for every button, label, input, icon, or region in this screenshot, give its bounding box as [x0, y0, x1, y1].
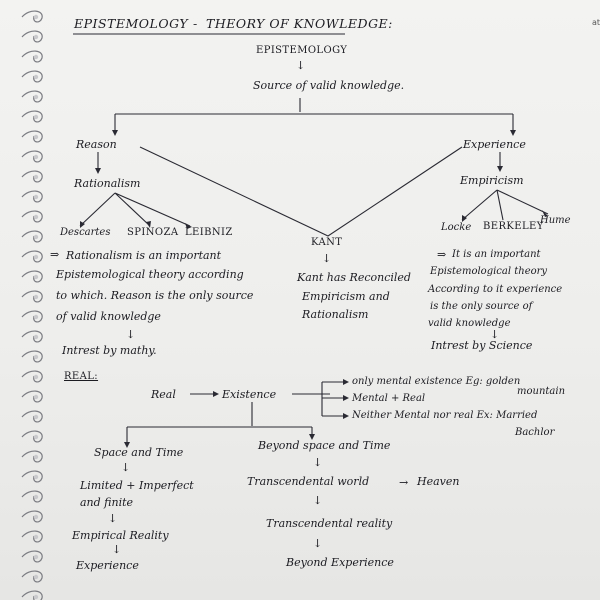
source-node: Source of valid knowledge.: [253, 79, 405, 92]
down-arrow: ↓: [313, 537, 323, 550]
down-arrow: ↓: [313, 456, 323, 469]
kant-node: KANT: [311, 237, 343, 248]
kant-reconcile-lines: [140, 147, 462, 236]
rationalism-fan: [80, 193, 190, 226]
existence-branch: Neither Mental nor real Ex: Married: [352, 410, 538, 421]
note-arrow: ⇒: [437, 248, 447, 261]
down-arrow: ↓: [108, 512, 118, 525]
rationalism-node: Rationalism: [74, 177, 141, 190]
experience-node: Experience: [463, 138, 526, 151]
left-chain-item: Limited + Imperfect: [80, 479, 194, 492]
empiricism-note-line: It is an important: [452, 249, 541, 260]
real-node: Real: [151, 388, 176, 401]
down-arrow: ↓: [322, 252, 332, 265]
empiricism-interest: Intrest by Science: [431, 339, 533, 352]
philosopher-descartes: Descartes: [60, 227, 111, 238]
reason-node: Reason: [76, 138, 117, 151]
title-separator: -: [193, 16, 198, 31]
empiricism-note-line: According to it experience: [428, 284, 563, 295]
rationalism-note-line: of valid knowledge: [56, 310, 161, 323]
down-arrow: ↓: [490, 328, 500, 341]
philosopher-hume: Hume: [540, 215, 571, 226]
left-chain-item: Space and Time: [94, 446, 184, 459]
rationalism-note-line: to which. Reason is the only source: [56, 289, 254, 302]
existence-branch: only mental existence Eg: golden: [352, 376, 521, 387]
right-chain-item: Transcendental reality: [266, 517, 393, 530]
page-title: EPISTEMOLOGY: [74, 16, 189, 31]
kant-note-line: Rationalism: [302, 308, 369, 321]
existence-branch: Bachlor: [515, 427, 555, 438]
down-arrow: ↓: [126, 328, 136, 341]
philosopher-berkeley: BERKELEY: [483, 221, 544, 232]
existence-node: Existence: [222, 388, 277, 401]
right-chain-item: Heaven: [417, 475, 460, 488]
empiricism-note-line: Epistemological theory: [430, 266, 548, 277]
right-chain-item: Beyond space and Time: [258, 439, 391, 452]
rationalism-note-line: Rationalism is an important: [66, 249, 222, 262]
kant-note-line: Kant has Reconciled: [297, 271, 411, 284]
philosopher-leibniz: LEIBNIZ: [185, 227, 233, 238]
philosopher-spinoza: SPINOZA: [127, 227, 179, 238]
left-chain-item: Empirical Reality: [72, 529, 169, 542]
left-chain-item: Experience: [76, 559, 139, 572]
down-arrow: ↓: [313, 494, 323, 507]
existence-branch: mountain: [517, 386, 566, 397]
empiricism-note-line: is the only source of: [430, 301, 533, 312]
existence-branch: Mental + Real: [352, 393, 426, 404]
epistemology-node: EPISTEMOLOGY: [256, 45, 348, 56]
philosopher-locke: Locke: [441, 222, 472, 233]
down-arrow: ↓: [112, 543, 122, 556]
right-chain-item: Beyond Experience: [286, 556, 394, 569]
right-arrow: →: [399, 476, 409, 489]
empiricism-fan: [462, 190, 548, 220]
kant-note-line: Empiricism and: [302, 290, 390, 303]
down-arrow: ↓: [296, 59, 306, 72]
rationalism-interest: Intrest by mathy.: [62, 344, 157, 357]
right-chain-item: Transcendental world: [247, 475, 370, 488]
down-arrow: ↓: [121, 461, 131, 474]
page-subtitle: THEORY OF KNOWLEDGE:: [206, 16, 393, 31]
note-arrow: ⇒: [50, 248, 60, 261]
edge-text-fragment: at: [591, 18, 600, 27]
empiricism-node: Empiricism: [460, 174, 524, 187]
empiricism-note-line: valid knowledge: [428, 318, 511, 329]
left-chain-item: and finite: [80, 496, 134, 509]
real-heading: REAL:: [64, 371, 99, 382]
rationalism-note-line: Epistemological theory according: [56, 268, 244, 281]
